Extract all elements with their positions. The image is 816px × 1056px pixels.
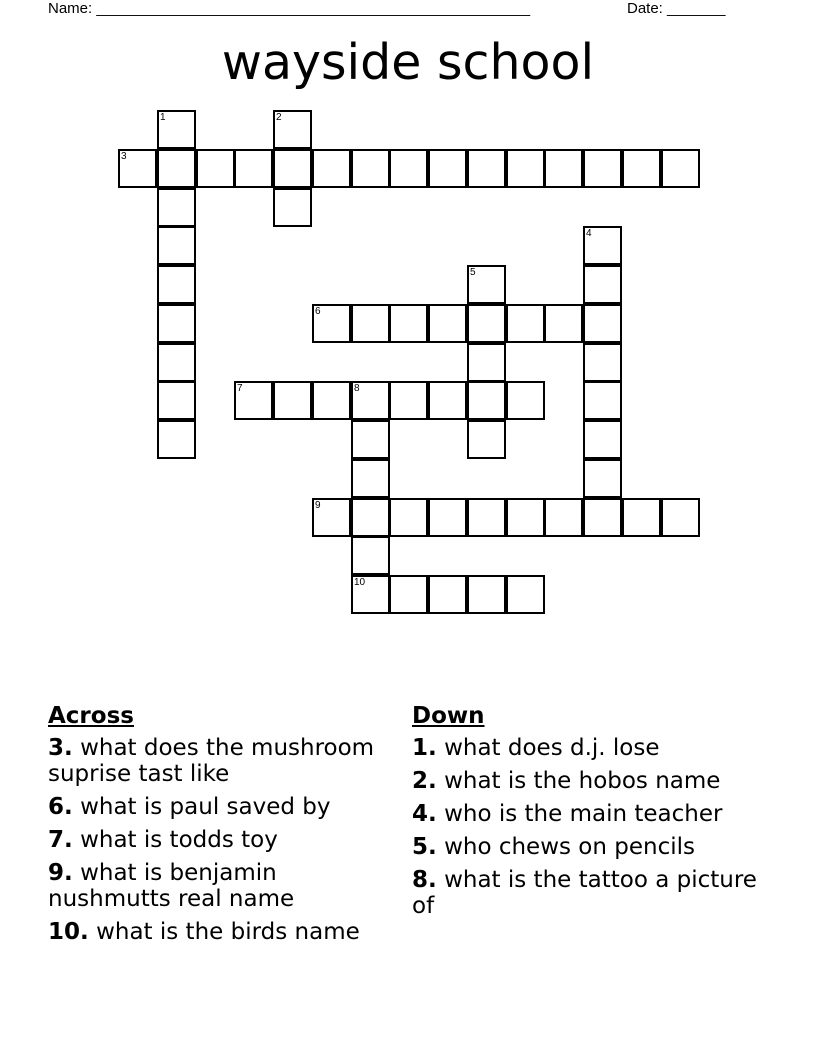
clue-across-7: [48, 827, 388, 853]
grid-cell[interactable]: [583, 226, 622, 265]
puzzle-title: wayside school: [221, 34, 595, 91]
cell-number: 8: [354, 383, 360, 394]
clue-text: what is todds toy: [80, 827, 278, 853]
grid-cell[interactable]: [273, 188, 312, 227]
across-heading: Across: [48, 703, 134, 729]
clue-number: 10.: [48, 919, 89, 945]
grid-cell[interactable]: [157, 304, 196, 343]
grid-cell[interactable]: [351, 149, 390, 188]
cell-number: 4: [586, 228, 592, 239]
grid-cell[interactable]: [622, 498, 661, 537]
grid-cell[interactable]: [351, 575, 390, 614]
grid-cell[interactable]: [544, 498, 583, 537]
grid-cell[interactable]: [583, 420, 622, 459]
grid-cell[interactable]: [622, 149, 661, 188]
cell-number: 9: [315, 500, 321, 511]
cell-number: 5: [470, 267, 476, 278]
grid-cell[interactable]: [506, 304, 545, 343]
grid-cell[interactable]: [467, 420, 506, 459]
grid-cell[interactable]: [467, 498, 506, 537]
grid-cell[interactable]: [583, 381, 622, 420]
grid-cell[interactable]: [312, 304, 351, 343]
grid-cell[interactable]: [506, 498, 545, 537]
cell-number: 10: [354, 577, 366, 588]
clue-number: 9.: [48, 860, 73, 886]
down-clues: [412, 703, 757, 926]
clue-down-2: [412, 768, 757, 794]
grid-cell[interactable]: [157, 149, 196, 188]
clue-number: 4.: [412, 801, 437, 827]
clue-down-5: [412, 834, 757, 860]
clue-number: 3.: [48, 735, 73, 761]
name-line: Name: ____________________________________________________: [48, 0, 531, 17]
grid-cell[interactable]: [428, 304, 467, 343]
clue-number: 6.: [48, 794, 73, 820]
clue-text: what is paul saved by: [80, 794, 331, 820]
grid-cell[interactable]: [351, 420, 390, 459]
grid-cell[interactable]: [506, 149, 545, 188]
grid-cell[interactable]: [157, 188, 196, 227]
grid-cell[interactable]: [428, 498, 467, 537]
clue-text: who chews on pencils: [444, 834, 696, 860]
grid-cell[interactable]: [273, 110, 312, 149]
grid-cell[interactable]: [661, 498, 700, 537]
cell-number: 7: [237, 383, 243, 394]
grid-cell[interactable]: [312, 498, 351, 537]
grid-cell[interactable]: [428, 381, 467, 420]
grid-cell[interactable]: [351, 536, 390, 575]
clue-text: what is the birds name: [96, 919, 360, 945]
grid-cell[interactable]: [467, 575, 506, 614]
clue-down-8: [412, 867, 757, 919]
grid-cell[interactable]: [467, 149, 506, 188]
grid-cell[interactable]: [583, 149, 622, 188]
clue-down-1: [412, 735, 757, 761]
grid-cell[interactable]: [583, 304, 622, 343]
grid-cell[interactable]: [351, 459, 390, 498]
clue-number: 5.: [412, 834, 437, 860]
grid-cell[interactable]: [312, 381, 351, 420]
clue-across-3: [48, 735, 388, 787]
grid-cell[interactable]: [544, 304, 583, 343]
down-heading: Down: [412, 703, 485, 729]
cell-number: 1: [160, 112, 166, 123]
clue-text: what is benjamin nushmutts real name: [48, 860, 295, 912]
cell-number: 6: [315, 306, 321, 317]
grid-cell[interactable]: [583, 343, 622, 382]
grid-cell[interactable]: [389, 498, 428, 537]
grid-cell[interactable]: [389, 304, 428, 343]
grid-cell[interactable]: [661, 149, 700, 188]
grid-cell[interactable]: [389, 575, 428, 614]
grid-cell[interactable]: [157, 226, 196, 265]
grid-cell[interactable]: [389, 149, 428, 188]
clue-number: 2.: [412, 768, 437, 794]
grid-cell[interactable]: [118, 149, 157, 188]
clue-number: 8.: [412, 867, 437, 893]
clue-text: what is the tattoo a picture of: [412, 867, 757, 919]
grid-cell[interactable]: [506, 575, 545, 614]
clue-text: what is the hobos name: [444, 768, 721, 794]
grid-cell[interactable]: [157, 265, 196, 304]
clue-number: 7.: [48, 827, 73, 853]
cell-number: 2: [276, 112, 282, 123]
grid-cell[interactable]: [544, 149, 583, 188]
grid-cell[interactable]: [583, 498, 622, 537]
clue-number: 1.: [412, 735, 437, 761]
grid-cell[interactable]: [157, 381, 196, 420]
grid-cell[interactable]: [312, 149, 351, 188]
grid-cell[interactable]: [234, 149, 273, 188]
clue-text: who is the main teacher: [444, 801, 723, 827]
grid-cell[interactable]: [506, 381, 545, 420]
cell-number: 3: [121, 151, 127, 162]
grid-cell[interactable]: [157, 343, 196, 382]
clue-across-9: [48, 860, 388, 912]
grid-cell[interactable]: [196, 149, 235, 188]
grid-cell[interactable]: [583, 265, 622, 304]
clue-across-6: [48, 794, 388, 820]
clue-text: what does d.j. lose: [444, 735, 660, 761]
grid-cell[interactable]: [467, 381, 506, 420]
grid-cell[interactable]: [467, 304, 506, 343]
grid-cell[interactable]: [428, 575, 467, 614]
grid-cell[interactable]: [157, 420, 196, 459]
clue-across-10: [48, 919, 388, 945]
grid-cell[interactable]: [157, 110, 196, 149]
across-clues: [48, 703, 388, 952]
clue-down-4: [412, 801, 757, 827]
grid-cell[interactable]: [234, 381, 273, 420]
grid-cell[interactable]: [389, 381, 428, 420]
grid-cell[interactable]: [351, 498, 390, 537]
grid-cell[interactable]: [467, 343, 506, 382]
date-line: Date: _______: [627, 0, 726, 17]
grid-cell[interactable]: [583, 459, 622, 498]
grid-cell[interactable]: [428, 149, 467, 188]
clue-text: what does the mushroom suprise tast like: [48, 735, 375, 787]
grid-cell[interactable]: [351, 381, 390, 420]
grid-cell[interactable]: [273, 149, 312, 188]
grid-cell[interactable]: [467, 265, 506, 304]
grid-cell[interactable]: [351, 304, 390, 343]
grid-cell[interactable]: [273, 381, 312, 420]
